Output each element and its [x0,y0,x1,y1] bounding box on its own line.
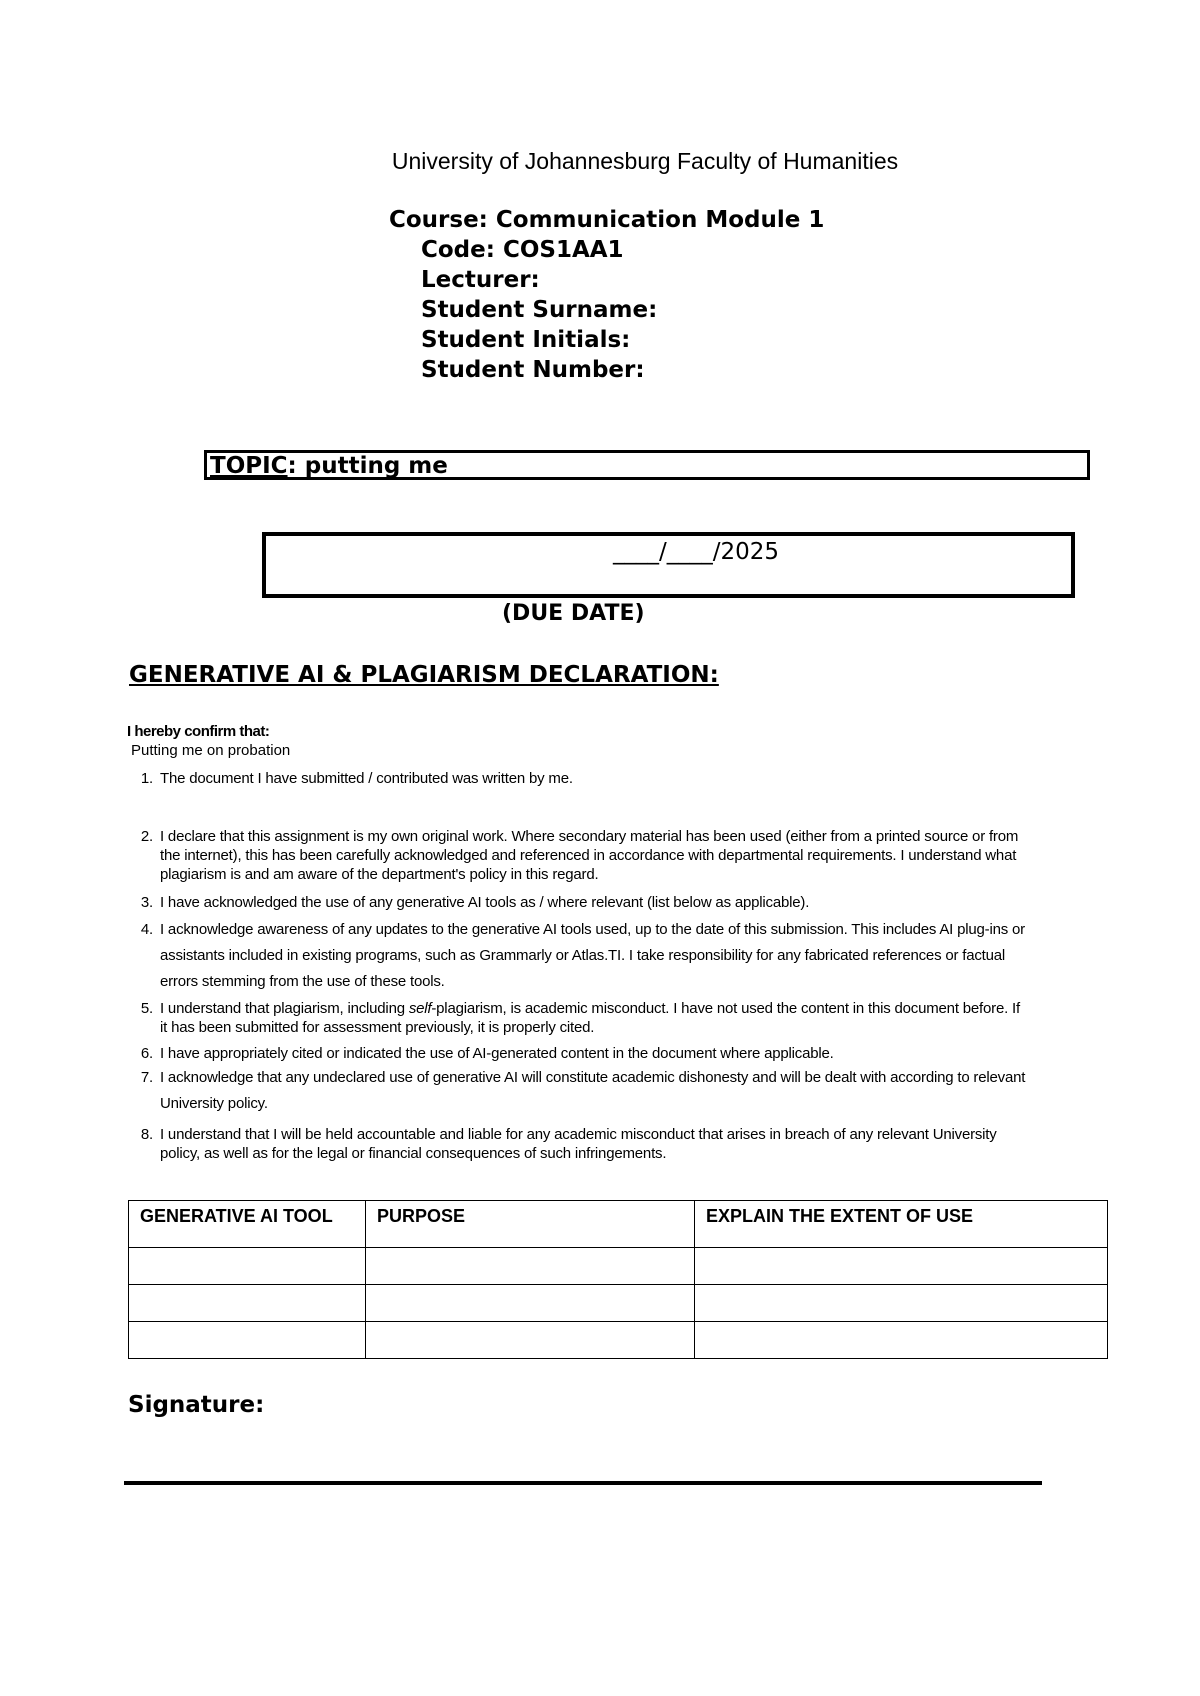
signature-label: Signature: [128,1392,265,1418]
student-initials-field: Student Initials: [421,327,631,353]
item-number: 6. [140,1045,153,1062]
item-text: I have acknowledged the use of any generative AI tools as / where relevant (list below as applicable). [160,894,810,911]
confirm-label: I hereby confirm that: [127,723,270,740]
student-number-field: Student Number: [421,357,645,383]
column-header-extent: EXPLAIN THE EXTENT OF USE [695,1201,1108,1248]
table-header-row [129,1201,1108,1248]
table-cell[interactable] [366,1285,695,1322]
table-cell[interactable] [695,1285,1108,1322]
table-row [129,1322,1108,1359]
lecturer-field: Lecturer: [421,267,540,293]
column-header-purpose: PURPOSE [366,1201,695,1248]
declaration-item [131,1125,1031,1163]
declaration-item [131,893,1031,912]
table-cell[interactable] [695,1248,1108,1285]
declaration-item [131,827,1031,884]
course-line: Course: Communication Module 1 [389,207,825,233]
item-text [160,999,1031,1037]
item-text-before: I understand that plagiarism, including [160,1000,409,1017]
item-number: 2. [140,828,153,845]
item-text-italic: self [408,1000,432,1017]
table-row [129,1248,1108,1285]
declaration-heading: GENERATIVE AI & PLAGIARISM DECLARATION: [129,662,719,688]
item-number: 5. [140,1000,153,1017]
student-surname-field: Student Surname: [421,297,658,323]
item-number: 3. [140,894,153,911]
column-header-tool: GENERATIVE AI TOOL [129,1201,366,1248]
item-text: I acknowledge that any undeclared use of generative AI will constitute academic dishonesty and will be dealt with according to relevant University policy. [160,1069,1026,1112]
item-text: I acknowledge awareness of any updates to the generative AI tools used, up to the date of this submission. This includes AI plug-ins or assistants included in existing programs, such as Grammarly or Atlas.TI. I take responsibility for any fabricated references or factual errors stemming from the use of these tools. [160,921,1025,990]
item-number: 1. [140,770,153,787]
item-text: I understand that I will be held accountable and liable for any academic misconduct that arises in breach of any relevant University policy, as well as for the legal or financial consequences of such infringements. [160,1126,997,1162]
topic-value: : putting me [287,453,448,479]
declaration-item [131,1065,1031,1117]
code-line: Code: COS1AA1 [421,237,624,263]
declaration-item [131,769,1031,788]
topic-box [204,450,1090,480]
item-number: 7. [140,1069,153,1086]
topic-label: TOPIC [210,453,288,479]
table-cell[interactable] [695,1322,1108,1359]
item-number: 8. [140,1126,153,1143]
item-number: 4. [140,921,153,938]
table-cell[interactable] [129,1322,366,1359]
topic-text [210,452,448,480]
due-date-label: (DUE DATE) [502,601,645,626]
table-cell[interactable] [129,1285,366,1322]
university-title: University of Johannesburg Faculty of Humanities [391,148,899,174]
table-cell[interactable] [129,1248,366,1285]
ai-tools-table [128,1200,1108,1359]
due-date-box [262,532,1075,598]
item-text-after: -plagiarism, is academic misconduct. I have not used the content in this document before. If it has been submitted for assessment previously, it is properly cited. [160,1000,1020,1036]
table-cell[interactable] [366,1322,695,1359]
declaration-item [131,1044,1031,1063]
table-row [129,1285,1108,1322]
probation-note: Putting me on probation [131,742,291,759]
signature-line[interactable] [124,1481,1042,1485]
item-text: I declare that this assignment is my own original work. Where secondary material has been used (either from a printed source or from the internet), this has been carefully acknowledged and referenced in accordance with departmental requirements. I understand what plagiarism is and am aware of the department's policy in this regard. [160,828,1019,883]
declaration-item [131,917,1031,995]
due-date-value: ____/____/2025 [613,539,780,565]
item-text: I have appropriately cited or indicated the use of AI-generated content in the document where applicable. [160,1045,834,1062]
table-cell[interactable] [366,1248,695,1285]
item-text: The document I have submitted / contributed was written by me. [160,770,573,787]
declaration-item [131,999,1031,1037]
